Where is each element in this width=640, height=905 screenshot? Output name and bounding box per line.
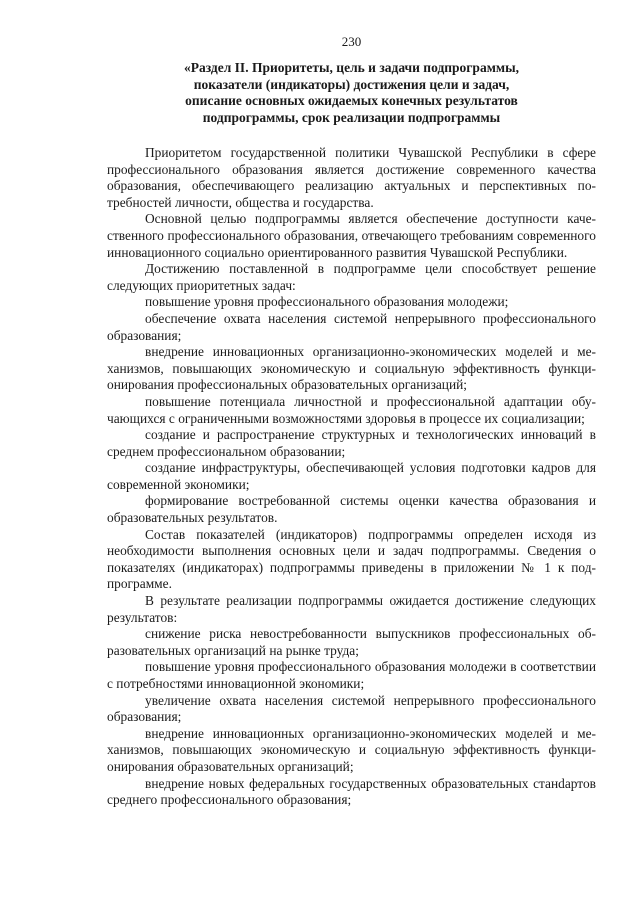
list-item: внедрение инновационных организационно-экономических моделей и механизмов, повышающих экономическую и социальную эффективность функционирования профессиональных образовательных организаций; <box>107 344 596 393</box>
section-heading-line: «Раздел II. Приоритеты, цель и задачи подпрограммы, <box>183 60 519 75</box>
paragraph: Основной целью подпрограммы является обеспечение доступности качественного профессионального образования, отвечающего требованиям современного инновационного социально ориентированного развития Чувашской Республики. <box>107 211 596 260</box>
document-page <box>107 34 596 809</box>
list-item: снижение риска невостребованности выпускников профессиональных образовательных организаций на рынке труда; <box>107 626 596 658</box>
section-heading-line: показатели (индикаторы) достижения цели и задач, <box>193 76 510 92</box>
paragraph: Приоритетом государственной политики Чувашской Республики в сфере профессионального образования является достижение современного качества образования, обеспечивающего реализацию актуальных и перспективных потребностей личности, общества и государства. <box>107 145 596 210</box>
section-heading-line: подпрограммы, срок реализации подпрограммы <box>202 109 501 125</box>
list-item: повышение уровня профессионального образования молодежи; <box>145 294 509 310</box>
list-item: повышение потенциала личностной и профессиональной адаптации обучающихся с ограниченными возможностями здоровья в процессе их социализации; <box>107 393 596 426</box>
list-item: создание и распространение структурных и технологических инноваций в среднем профессиональном образовании; <box>107 427 596 459</box>
paragraph: Состав показателей (индикаторов) подпрограммы определен исходя из необходимости выполнения основных цели и задач подпрограммы. Сведения о показателях (индикаторах) подпрограммы приведены в приложении № 1 к подпрограмме. <box>107 526 596 592</box>
list-item: внедрение новых федеральных государственных образовательных станdартов среднего профессионального образования; <box>107 775 596 808</box>
list-item: увеличение охвата населения системой непрерывного профессионального образования; <box>107 692 596 725</box>
list-item: формирование востребованной системы оценки качества образования и образовательных результатов. <box>107 493 596 526</box>
list-item: повышение уровня профессионального образования молодежи в соответствии с потребностями инновационной экономики; <box>107 659 596 691</box>
section-heading-line: описание основных ожидаемых конечных результатов <box>185 93 518 108</box>
list-item: создание инфраструктуры, обеспечивающей условия подготовки кадров для современной экономики; <box>107 460 596 492</box>
list-item: обеспечение охвата населения системой непрерывного профессионального образования; <box>107 310 596 343</box>
section-heading <box>107 60 596 126</box>
paragraph: Достижению поставленной в подпрограмме цели способствует решение следующих приоритетных задач: <box>107 261 596 293</box>
body-text <box>107 145 596 809</box>
paragraph: В результате реализации подпрограммы ожидается достижение следующих результатов: <box>107 593 596 625</box>
page-number: 230 <box>341 34 362 49</box>
list-item: внедрение инновационных организационно-экономических моделей и механизмов, повышающих экономическую и социальную эффективность функционирования образовательных организаций; <box>107 725 596 774</box>
